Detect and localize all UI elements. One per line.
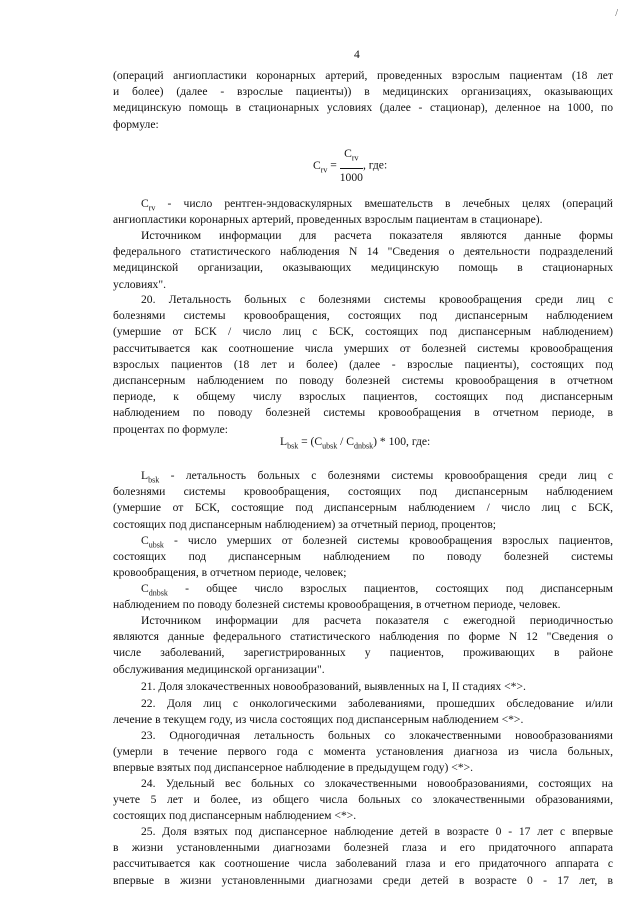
text-line: состоящих под диспансерным наблюдением) за отчетный период, процентов;: [113, 517, 497, 531]
top-paragraph: [113, 68, 613, 133]
text-line: (умершие от БСК / число лиц с БСК, состоящих под диспансерным наблюдением): [113, 325, 613, 339]
text-line: взрослых пациентов (18 лет и более) (далее - взрослые пациенты), состоящих под: [113, 357, 613, 371]
text-line: формуле:: [113, 117, 159, 131]
item-22: [113, 696, 613, 728]
text-line: $C_{ubsk}$ - число умерших от болезней системы кровообращения взрослых пациентов,: [141, 534, 613, 550]
text-line: являются данные федерального статистического наблюдения по форме N 12 "Сведения о: [113, 630, 613, 644]
item-25: [113, 824, 613, 889]
text-line: медицинскую помощь в стационарных условиях (далее - стационар), деленное на 1000, по: [113, 101, 613, 115]
document-page: [113, 0, 613, 905]
text-line: $C_{dnbsk}$ - общее число взрослых пациентов, состоящих под диспансерным: [141, 582, 613, 598]
text-line: периоде, к общему числу взрослых пациентов, состоящих под диспансерным: [113, 390, 613, 404]
page-number: 4: [354, 48, 360, 61]
text-line: 22. Доля лиц с онкологическими заболеваниями, прошедших обследование и/или: [141, 697, 613, 710]
text-line: 21. Доля злокачественных новообразований, выявленных на I, II стадиях <*>.: [141, 680, 526, 693]
text-line: в жизни установленными диагнозами болезней глаза и его придаточного аппарата: [113, 841, 613, 855]
text-line: ангиопластики коронарных артерий, проведенных взрослым пациентам в стационаре).: [113, 213, 543, 227]
text-line: условиях".: [113, 277, 166, 291]
item-24: [113, 776, 613, 825]
text-line: кровообращения, в отчетном периоде, человек;: [113, 566, 347, 580]
text-line: 23. Одногодичная летальность больных со злокачественными новообразованиями: [141, 729, 613, 742]
text-line: (умершие от БСК, состоящие под диспансерным наблюдением / число лиц с БСК,: [113, 501, 613, 515]
text-line: рассчитывается как соотношение числа заболеваний глаза и его придаточного аппарата с: [113, 857, 613, 871]
text-line: болезнями системы кровообращения, состоящих под диспансерным наблюдением: [113, 309, 613, 323]
text-line: числе заболеваний, зарегистрированных у пациентов, проживающих в районе: [113, 646, 613, 660]
text-line: впервые в жизни установленными диагнозами среди детей в возрасте 0 - 17 лет, в: [113, 873, 613, 887]
text-line: болезнями системы кровообращения, состоящих под диспансерным наблюдением: [113, 485, 613, 499]
text-line: диспансерным наблюдением по поводу болезней системы кровообращения в отчетном: [113, 373, 613, 387]
definition-lbsk: [113, 468, 613, 533]
text-line: 24. Удельный вес больных со злокачественными новообразованиями, состоящих на: [141, 777, 613, 790]
text-line: учете 5 лет и более, из общего числа больных со злокачественными образованиями,: [113, 793, 613, 807]
corner-mark: /: [615, 8, 618, 19]
text-line: наблюдением по поводу болезней системы кровообращения в отчетном периоде, в: [113, 406, 613, 420]
item-23: [113, 728, 613, 777]
text-line: обслуживания медицинской организации".: [113, 662, 325, 676]
formula-crv: $C_{rv}$ = $\frac{C_{rv}}{1000}$ , где:: [313, 146, 387, 186]
text-line: наблюдением по поводу болезней системы кровообращения, в отчетном периоде, человек.: [113, 598, 561, 612]
formula-lhs: $C_{rv}$: [313, 158, 328, 174]
item-21: [113, 679, 613, 695]
text-line: $C_{rv}$ - число рентген-эндоваскулярных вмешательств в лечебных целях (операций: [141, 197, 613, 213]
text-line: состоящих под диспансерным наблюдением <*>.: [113, 809, 357, 823]
text-line: рассчитывается как соотношение числа умерших от болезней системы кровообращения: [113, 341, 613, 355]
source-paragraph-2: [113, 613, 613, 678]
text-line: Источником информации для расчета показателя с ежегодной периодичностью: [141, 614, 613, 627]
text-line: медицинской организации, оказывающих медицинскую помощь в стационарных: [113, 261, 613, 275]
text-line: процентах по формуле:: [113, 422, 229, 436]
formula-lbsk: $L_{bsk} = (C_{ubsk} / C_{dnbsk}) * 100$, где:: [280, 435, 431, 451]
text-line: Источником информации для расчета показателя являются данные формы: [141, 229, 613, 242]
definition-cdnbsk: [113, 581, 613, 613]
definition-cubsk: [113, 533, 613, 582]
text-line: лечение в текущем году, из числа состоящих под диспансерным наблюдением <*>.: [113, 713, 524, 727]
formula-fraction: $\frac{C_{rv}}{1000}$: [339, 147, 363, 184]
text-line: 25. Доля взятых под диспансерное наблюдение детей в возрасте 0 - 17 лет с впервые: [141, 825, 613, 838]
text-line: (умерли в течение первого года с момента установления диагноза из числа больных,: [113, 745, 613, 759]
text-line: впервые взятых под диспансерное наблюдение в предыдущем году) <*>.: [113, 761, 474, 775]
text-line: состоящих под диспансерным наблюдением по поводу болезней системы: [113, 550, 613, 564]
item-20: [113, 292, 613, 438]
source-paragraph-1: [113, 228, 613, 293]
text-line: и более) (далее - взрослые пациенты)) в медицинских организациях, оказывающих: [113, 85, 613, 99]
text-line: (операций ангиопластики коронарных артерий, проведенных взрослым пациентам (18 лет: [113, 69, 613, 82]
text-line: 20. Летальность больных с болезнями системы кровообращения среди лиц с: [141, 293, 613, 306]
definition-crv: [113, 196, 613, 228]
text-line: федерального статистического наблюдения N 14 "Сведения о деятельности подразделений: [113, 245, 613, 259]
text-line: $L_{bsk}$ - летальность больных с болезнями системы кровообращения среди лиц с: [141, 469, 613, 485]
